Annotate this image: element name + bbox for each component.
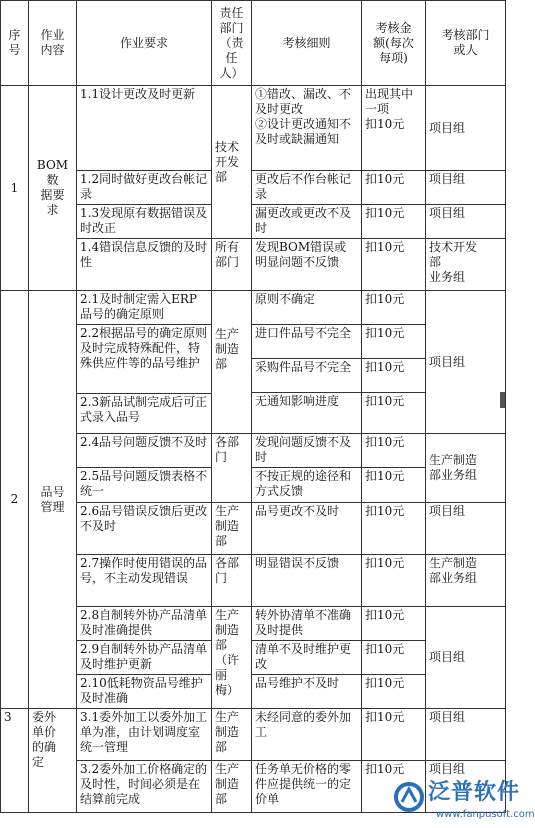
amount-cell: 扣10元 bbox=[362, 675, 426, 709]
section-content: 委外 单价 的确 定 bbox=[29, 709, 77, 813]
amount-cell: 扣10元 bbox=[362, 325, 426, 359]
dept-cell: 各部 门 bbox=[212, 434, 252, 503]
requirement-cell: 2.7操作时使用错误的品号，不主动发现错误 bbox=[77, 555, 212, 607]
table-row bbox=[1, 555, 506, 607]
dept-cell: 所有 部门 bbox=[212, 239, 252, 291]
header-row bbox=[1, 1, 506, 86]
amount-cell: 扣10元 bbox=[362, 393, 426, 434]
dept-cell: 生产 制造 部 bbox=[212, 291, 252, 434]
section-seq: 1 bbox=[1, 86, 29, 291]
amount-cell: 扣10元 bbox=[362, 468, 426, 503]
assessor-cell: 项目组 bbox=[426, 503, 506, 555]
requirement-cell: 3.1委外加工以委外加工单为准，由计划调度室统一管理 bbox=[77, 709, 212, 761]
requirement-cell: 2.8自制转外协产品清单及时准确提供 bbox=[77, 607, 212, 641]
watermark-brand: 泛普软件 bbox=[428, 780, 521, 805]
assessor-cell: 项目组 bbox=[426, 205, 506, 239]
section-content: BOM数 据要 求 bbox=[29, 86, 77, 291]
watermark bbox=[392, 778, 535, 828]
amount-cell: 出现其中一项 扣10元 bbox=[362, 86, 426, 171]
amount-cell: 扣10元 bbox=[362, 434, 426, 468]
header-seq: 序 号 bbox=[1, 1, 29, 86]
scroll-edge-marker bbox=[500, 392, 505, 408]
amount-cell: 扣10元 bbox=[362, 239, 426, 291]
amount-cell: 扣10元 bbox=[362, 607, 426, 641]
detail-cell: 发现问题反馈不及时 bbox=[252, 434, 362, 468]
table-row bbox=[1, 86, 506, 171]
amount-cell: 扣10元 bbox=[362, 709, 426, 761]
detail-cell: 不按正规的途径和方式反馈 bbox=[252, 468, 362, 503]
amount-cell: 扣10元 bbox=[362, 291, 426, 325]
requirement-cell: 1.2同时做好更改台帐记录 bbox=[77, 171, 212, 205]
detail-cell: 清单不及时维护更改 bbox=[252, 641, 362, 675]
detail-cell: 品号维护不及时 bbox=[252, 675, 362, 709]
amount-cell: 扣10元 bbox=[362, 761, 426, 813]
assessor-cell: 项目组 bbox=[426, 761, 506, 813]
detail-cell: 采购件品号不完全 bbox=[252, 359, 362, 393]
assessor-cell: 项目组 bbox=[426, 86, 506, 171]
detail-cell: 明显错误不反馈 bbox=[252, 555, 362, 607]
header-assessor: 考核部门 或人 bbox=[426, 1, 506, 86]
fanpu-logo-icon bbox=[392, 780, 426, 814]
header-detail: 考核细则 bbox=[252, 1, 362, 86]
requirement-cell: 2.9自制转外协产品清单及时维护更新 bbox=[77, 641, 212, 675]
detail-cell: 未经同意的委外加工 bbox=[252, 709, 362, 761]
dept-cell: 各部 门 bbox=[212, 555, 252, 607]
detail-cell: 原则不确定 bbox=[252, 291, 362, 325]
assessor-cell: 生产制造 部业务组 bbox=[426, 555, 506, 607]
section-content: 品号 管理 bbox=[29, 291, 77, 709]
table-row bbox=[1, 607, 506, 641]
requirement-cell: 2.10低耗物资品号维护及时准确 bbox=[77, 675, 212, 709]
requirement-cell: 2.1及时制定需入ERP品号的确定原则 bbox=[77, 291, 212, 325]
table-row bbox=[1, 291, 506, 325]
dept-cell: 技术 开发 部 bbox=[212, 86, 252, 239]
assessor-cell: 生产制造 部业务组 bbox=[426, 434, 506, 503]
assessor-cell: 项目组 bbox=[426, 291, 506, 434]
requirement-cell: 2.2根据品号的确定原则及时完成特殊配件，特殊供应件等的品号维护 bbox=[77, 325, 212, 394]
amount-cell: 扣10元 bbox=[362, 359, 426, 393]
detail-cell: 发现BOM错误或明显问题不反馈 bbox=[252, 239, 362, 291]
amount-cell: 扣10元 bbox=[362, 205, 426, 239]
detail-cell: ①错改、漏改、不及时更改 ②设计更改通知不及时或缺漏通知 bbox=[252, 86, 362, 171]
assessor-cell: 项目组 bbox=[426, 171, 506, 205]
assessor-cell: 项目组 bbox=[426, 607, 506, 709]
detail-cell: 转外协清单不准确及时提供 bbox=[252, 607, 362, 641]
section-seq: 2 bbox=[1, 291, 29, 709]
header-content: 作业 内容 bbox=[29, 1, 77, 86]
watermark-url: www.fanpusoft.com bbox=[436, 809, 535, 820]
table-row bbox=[1, 709, 506, 761]
header-amount: 考核金 额(每次 每项) bbox=[362, 1, 426, 86]
table-row bbox=[1, 434, 506, 468]
assessor-cell: 技术开发 部 业务组 bbox=[426, 239, 506, 291]
amount-cell: 扣10元 bbox=[362, 555, 426, 607]
dept-cell: 生产 制造 部 bbox=[212, 709, 252, 761]
requirement-cell: 3.2委外加工价格确定的及时性，时间必须是在结算前完成 bbox=[77, 761, 212, 813]
requirement-cell: 2.5品号问题反馈表格不统一 bbox=[77, 468, 212, 503]
detail-cell: 品号更改不及时 bbox=[252, 503, 362, 555]
requirement-cell: 2.6品号错误反馈后更改不及时 bbox=[77, 503, 212, 555]
amount-cell: 扣10元 bbox=[362, 641, 426, 675]
requirement-cell: 1.4错误信息反馈的及时性 bbox=[77, 239, 212, 291]
requirement-cell: 1.3发现原有数据错误及时改正 bbox=[77, 205, 212, 239]
header-dept: 责任 部门 （责 任 人） bbox=[212, 1, 252, 86]
detail-cell: 无通知影响进度 bbox=[252, 393, 362, 434]
amount-cell: 扣10元 bbox=[362, 171, 426, 205]
requirement-cell: 1.1设计更改及时更新 bbox=[77, 86, 212, 171]
amount-cell: 扣10元 bbox=[362, 503, 426, 555]
detail-cell: 漏更改或更改不及时 bbox=[252, 205, 362, 239]
table-row bbox=[1, 239, 506, 291]
dept-cell: 生产 制造 部 bbox=[212, 503, 252, 555]
detail-cell: 进口件品号不完全 bbox=[252, 325, 362, 359]
table-row bbox=[1, 205, 506, 239]
dept-cell: 生产 制造 部 （许 丽 梅） bbox=[212, 607, 252, 709]
detail-cell: 更改后不作台帐记录 bbox=[252, 171, 362, 205]
assessor-cell: 项目组 bbox=[426, 709, 506, 761]
requirement-cell: 2.4品号问题反馈不及时 bbox=[77, 434, 212, 468]
header-requirement: 作业要求 bbox=[77, 1, 212, 86]
requirement-cell: 2.3新品试制完成后可正式录入品号 bbox=[77, 394, 212, 434]
table-row bbox=[1, 503, 506, 555]
dept-cell: 生产 制造 部 bbox=[212, 761, 252, 813]
section-seq: 3 bbox=[1, 709, 29, 813]
table-row bbox=[1, 171, 506, 205]
detail-cell: 任务单无价格的零件应提供统一的定价单 bbox=[252, 761, 362, 813]
